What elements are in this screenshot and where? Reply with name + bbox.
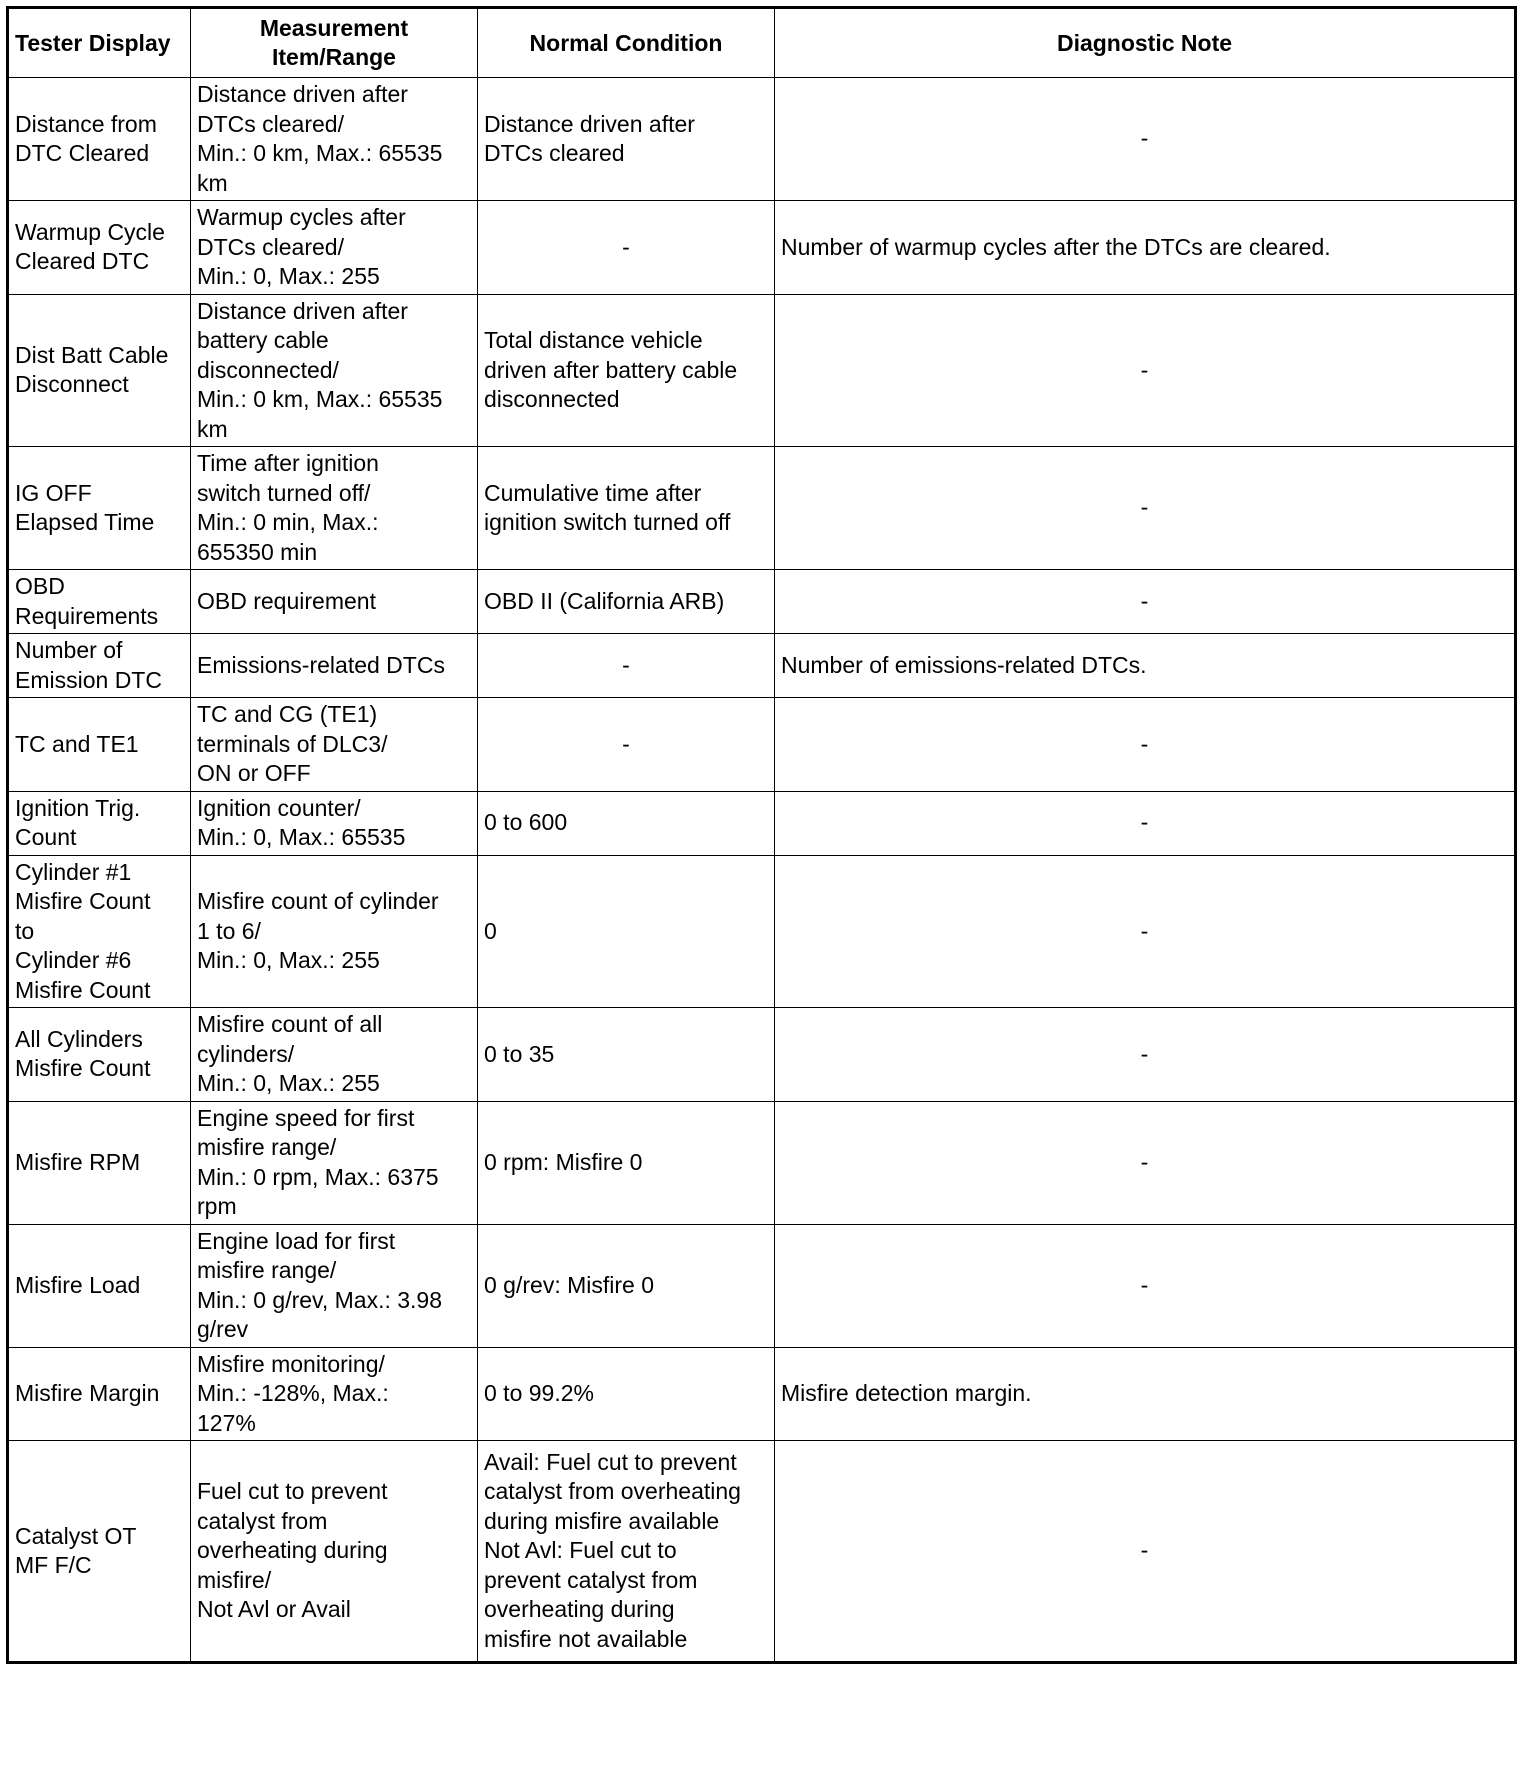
cell-tester-display: OBD Requirements <box>8 570 191 634</box>
table-row <box>8 201 1516 295</box>
cell-normal-condition: 0 to 35 <box>478 1008 775 1102</box>
data-list-table <box>6 6 1517 1664</box>
table-row <box>8 1347 1516 1441</box>
cell-normal-condition: 0 g/rev: Misfire 0 <box>478 1224 775 1347</box>
cell-diagnostic-note: - <box>775 855 1516 1008</box>
table-row <box>8 570 1516 634</box>
cell-tester-display: Cylinder #1 Misfire Count to Cylinder #6 Misfire Count <box>8 855 191 1008</box>
cell-tester-display: Warmup Cycle Cleared DTC <box>8 201 191 295</box>
cell-diagnostic-note: - <box>775 791 1516 855</box>
cell-diagnostic-note: - <box>775 1441 1516 1663</box>
cell-measurement: Distance driven after DTCs cleared/ Min.: 0 km, Max.: 65535 km <box>191 78 478 201</box>
table-row <box>8 791 1516 855</box>
header-diagnostic-note: Diagnostic Note <box>775 8 1516 78</box>
cell-normal-condition: Distance driven after DTCs cleared <box>478 78 775 201</box>
cell-tester-display: Misfire Load <box>8 1224 191 1347</box>
table-row <box>8 78 1516 201</box>
cell-tester-display: All Cylinders Misfire Count <box>8 1008 191 1102</box>
cell-tester-display: Misfire RPM <box>8 1101 191 1224</box>
header-normal-condition: Normal Condition <box>478 8 775 78</box>
cell-normal-condition: 0 rpm: Misfire 0 <box>478 1101 775 1224</box>
cell-measurement: Misfire count of all cylinders/ Min.: 0, Max.: 255 <box>191 1008 478 1102</box>
cell-diagnostic-note: - <box>775 698 1516 792</box>
cell-diagnostic-note: - <box>775 294 1516 447</box>
table-row <box>8 855 1516 1008</box>
cell-normal-condition: Cumulative time after ignition switch turned off <box>478 447 775 570</box>
cell-measurement: Emissions-related DTCs <box>191 634 478 698</box>
cell-normal-condition: Total distance vehicle driven after battery cable disconnected <box>478 294 775 447</box>
header-measurement: Measurement Item/Range <box>191 8 478 78</box>
header-row <box>8 8 1516 78</box>
cell-diagnostic-note: - <box>775 1008 1516 1102</box>
cell-measurement: Misfire monitoring/ Min.: -128%, Max.: 127% <box>191 1347 478 1441</box>
table-row <box>8 1441 1516 1663</box>
cell-diagnostic-note: - <box>775 447 1516 570</box>
cell-tester-display: Dist Batt Cable Disconnect <box>8 294 191 447</box>
header-tester-display: Tester Display <box>8 8 191 78</box>
cell-measurement: Engine load for first misfire range/ Min.: 0 g/rev, Max.: 3.98 g/rev <box>191 1224 478 1347</box>
cell-measurement: Fuel cut to prevent catalyst from overheating during misfire/ Not Avl or Avail <box>191 1441 478 1663</box>
cell-tester-display: IG OFF Elapsed Time <box>8 447 191 570</box>
cell-measurement: Misfire count of cylinder 1 to 6/ Min.: 0, Max.: 255 <box>191 855 478 1008</box>
cell-measurement: Warmup cycles after DTCs cleared/ Min.: 0, Max.: 255 <box>191 201 478 295</box>
table-row <box>8 1224 1516 1347</box>
cell-normal-condition: Avail: Fuel cut to prevent catalyst from overheating during misfire available Not Avl: Fuel cut to prevent catalyst from overheating during misfire not available <box>478 1441 775 1663</box>
cell-normal-condition: 0 <box>478 855 775 1008</box>
table-row <box>8 294 1516 447</box>
cell-normal-condition: 0 to 600 <box>478 791 775 855</box>
cell-normal-condition: 0 to 99.2% <box>478 1347 775 1441</box>
cell-measurement: OBD requirement <box>191 570 478 634</box>
cell-measurement: Ignition counter/ Min.: 0, Max.: 65535 <box>191 791 478 855</box>
table-row <box>8 634 1516 698</box>
cell-normal-condition: - <box>478 698 775 792</box>
cell-diagnostic-note: - <box>775 570 1516 634</box>
cell-normal-condition: - <box>478 634 775 698</box>
table-row <box>8 1101 1516 1224</box>
cell-normal-condition: OBD II (California ARB) <box>478 570 775 634</box>
cell-normal-condition: - <box>478 201 775 295</box>
cell-tester-display: TC and TE1 <box>8 698 191 792</box>
cell-measurement: TC and CG (TE1) terminals of DLC3/ ON or OFF <box>191 698 478 792</box>
cell-measurement: Distance driven after battery cable disconnected/ Min.: 0 km, Max.: 65535 km <box>191 294 478 447</box>
cell-diagnostic-note: Misfire detection margin. <box>775 1347 1516 1441</box>
cell-diagnostic-note: Number of emissions-related DTCs. <box>775 634 1516 698</box>
cell-tester-display: Misfire Margin <box>8 1347 191 1441</box>
table-row <box>8 1008 1516 1102</box>
cell-tester-display: Number of Emission DTC <box>8 634 191 698</box>
cell-diagnostic-note: - <box>775 78 1516 201</box>
cell-diagnostic-note: - <box>775 1101 1516 1224</box>
cell-diagnostic-note: - <box>775 1224 1516 1347</box>
table-row <box>8 447 1516 570</box>
cell-measurement: Time after ignition switch turned off/ Min.: 0 min, Max.: 655350 min <box>191 447 478 570</box>
cell-tester-display: Ignition Trig. Count <box>8 791 191 855</box>
table-row <box>8 698 1516 792</box>
cell-tester-display: Catalyst OT MF F/C <box>8 1441 191 1663</box>
cell-tester-display: Distance from DTC Cleared <box>8 78 191 201</box>
cell-measurement: Engine speed for first misfire range/ Min.: 0 rpm, Max.: 6375 rpm <box>191 1101 478 1224</box>
cell-diagnostic-note: Number of warmup cycles after the DTCs are cleared. <box>775 201 1516 295</box>
